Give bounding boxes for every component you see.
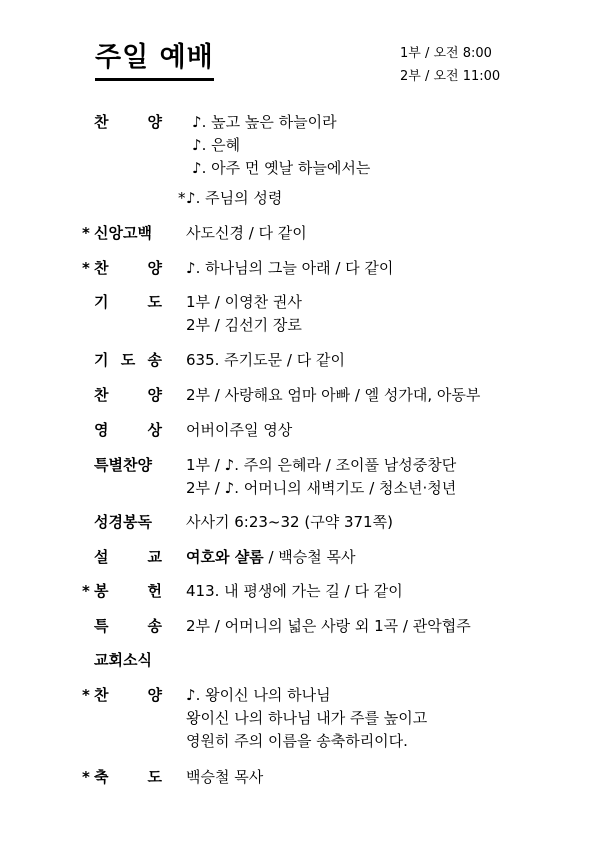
hymn1-line-2: ♪. 은혜 (192, 136, 241, 154)
offering-text: 413. 내 평생에 가는 길 / 다 같이 (186, 582, 403, 600)
scripture-text: 사사기 6:23~32 (구약 371쪽) (186, 513, 393, 531)
service-times (400, 42, 500, 88)
hymn3-label: 찬 양 (94, 386, 162, 404)
prayer-line-1: 1부 / 이영찬 권사 (186, 293, 302, 311)
hymn3-text: 2부 / 사랑해요 엄마 아빠 / 엘 성가대, 아동부 (186, 386, 481, 404)
hymn2-text: ♪. 하나님의 그늘 아래 / 다 같이 (186, 259, 394, 277)
benediction-text: 백승철 목사 (186, 768, 264, 786)
offering-label: 봉 헌 (94, 582, 162, 600)
special-song-text: 2부 / 어머니의 넓은 사랑 외 1곡 / 관악협주 (186, 617, 471, 635)
hymn1-line-1: ♪. 높고 높은 하늘이라 (192, 113, 337, 131)
special-song-label: 특 송 (94, 617, 162, 635)
sermon-title: 여호와 샬롬 (186, 548, 264, 566)
service-time-2: 2부 / 오전 11:00 (400, 69, 501, 84)
prayer-label: 기 도 (94, 293, 162, 311)
hymn4-line-3: 영원히 주의 이름을 송축하리이다. (186, 732, 408, 750)
special-label: 특별찬양 (94, 456, 152, 474)
hymn4-content (186, 684, 427, 753)
news-label: 교회소식 (94, 651, 152, 669)
creed-text: 사도신경 / 다 같이 (186, 224, 307, 242)
video-text: 어버이주일 영상 (186, 421, 293, 439)
hymn4-line-1: ♪. 왕이신 나의 하나님 (186, 686, 331, 704)
benediction-star: * (82, 768, 90, 786)
offering-star: * (82, 582, 90, 600)
special-line-1: 1부 / ♪. 주의 은혜라 / 조이풀 남성중창단 (186, 456, 457, 474)
creed-label: 신앙고백 (94, 224, 152, 242)
sermon-label: 설 교 (94, 548, 162, 566)
hymn4-label: 찬 양 (94, 686, 162, 704)
hymn1-label: 찬 양 (94, 113, 162, 131)
hymn1-line-3: ♪. 아주 먼 옛날 하늘에서는 (192, 159, 371, 177)
prayer-line-2: 2부 / 김선기 장로 (186, 316, 302, 334)
video-label: 영 상 (94, 421, 162, 439)
hymn2-star: * (82, 259, 90, 277)
prayer-song-label: 기 도 송 (94, 351, 162, 369)
benediction-label: 축 도 (94, 768, 162, 786)
hymn1-content (192, 111, 370, 180)
hymn2-label: 찬 양 (94, 259, 162, 277)
scripture-label: 성경봉독 (94, 513, 152, 531)
page-title: 주일 예배 (95, 40, 214, 81)
special-line-2: 2부 / ♪. 어머니의 새벽기도 / 청소년·청년 (186, 479, 457, 497)
prayer-song-text: 635. 주기도문 / 다 같이 (186, 351, 345, 369)
service-time-1: 1부 / 오전 8:00 (400, 46, 492, 61)
hymn4-star: * (82, 686, 90, 704)
special-content (186, 454, 456, 500)
creed-star: * (82, 224, 90, 242)
sermon-preacher: / 백승철 목사 (263, 548, 356, 566)
prayer-content (186, 291, 302, 337)
hymn4-line-2: 왕이신 나의 하나님 내가 주를 높이고 (186, 709, 428, 727)
hymn1-sub-text: ♪. 주님의 성령 (186, 189, 283, 207)
sermon-content (186, 546, 356, 569)
hymn1-sub-star: * (178, 189, 186, 207)
